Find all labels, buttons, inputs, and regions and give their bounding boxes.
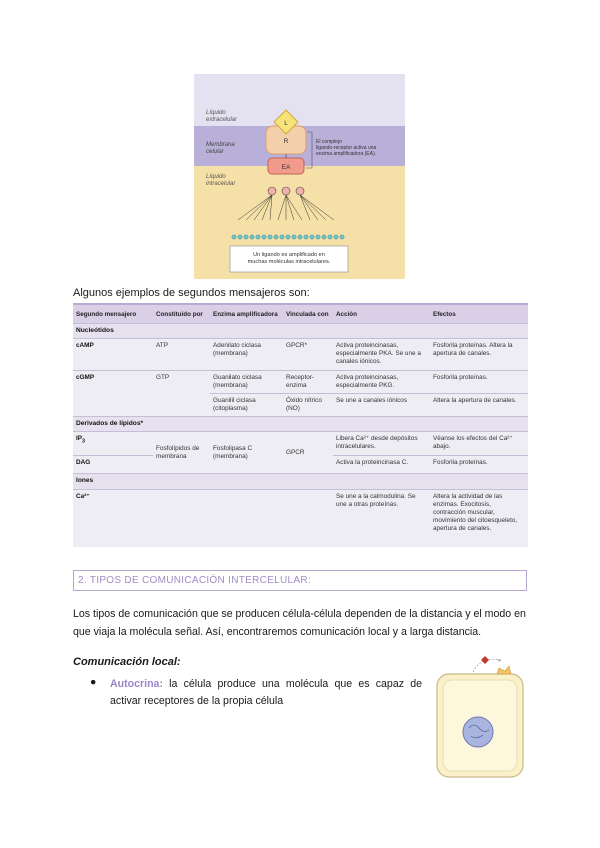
- signal-molecule-icon: [481, 656, 489, 664]
- callout-text: El complejo ligando-receptor activa una enzima amplificadora (EA).: [316, 139, 377, 157]
- cell-dag-name: DAG: [73, 456, 153, 474]
- cell-cgmp-action2: Se une a canales iónicos: [333, 394, 430, 417]
- ip3-label: IP: [76, 435, 83, 443]
- cell-camp-enzyme: Adenilato ciclasa (membrana): [210, 339, 283, 371]
- section-lipidos: Derivados de lípidos*: [73, 417, 528, 432]
- cell-ca-action: Se une a la calmodulina. Se une a otras proteínas.: [333, 489, 430, 547]
- section-row: [73, 417, 528, 432]
- cell-camp-action: Activa proteincinasas, especialmente PKA. Se une a canales iónicos.: [333, 339, 430, 371]
- col-header: Segundo mensajero: [73, 305, 153, 324]
- section-row: [73, 474, 528, 489]
- table-row: [73, 371, 528, 394]
- section-heading: 2. TIPOS DE COMUNICACIÓN INTERCELULAR:: [78, 575, 311, 586]
- bullet-text: la célula produce una molécula que es capaz de activar receptores de la propia célula: [110, 678, 422, 707]
- cell-lipid-source: Fosfolípidos de membrana: [153, 432, 210, 474]
- cell-camp-source: ATP: [153, 339, 210, 371]
- col-header: Acción: [333, 305, 430, 324]
- section-nucleotidos: Nucleótidos: [73, 324, 528, 339]
- cell-lipid-enzyme: Fosfolipasa C (membrana): [210, 432, 283, 474]
- autocrine-cell-illustration: [433, 654, 528, 779]
- intro-text: Algunos ejemplos de segundos mensajeros son:: [73, 287, 310, 299]
- cell-cgmp-enzyme2: Guanilil ciclasa (citoplasma): [210, 394, 283, 417]
- cell-cgmp-enzyme1: Guanilato ciclasa (membrana): [210, 371, 283, 394]
- receptor-icon: [497, 666, 511, 674]
- section-iones: Iones: [73, 474, 528, 489]
- cell-lipid-linked: GPCR: [283, 432, 333, 474]
- receptor-label: R: [283, 138, 289, 145]
- cell-dag-action: Activa la proteincinasa C.: [333, 456, 430, 474]
- second-messengers-table: [73, 303, 528, 547]
- ligand-label: L: [284, 120, 288, 127]
- enzyme-label: EA: [281, 164, 291, 171]
- cell-cgmp-effects1: Fosforila proteínas.: [430, 371, 528, 394]
- cell-cgmp-name: cGMP: [73, 371, 153, 417]
- cell-dag-effects: Fosforila proteínas.: [430, 456, 528, 474]
- cell-camp-name: cAMP: [73, 339, 153, 371]
- col-header: Efectos: [430, 305, 528, 324]
- cell-ip3-name: [73, 432, 153, 456]
- col-header: Constituido por: [153, 305, 210, 324]
- body-paragraph: Los tipos de comunicación que se producen célula-célula dependen de la distancia y el modo en que viaja la molécula señal. Así, encontraremos comunicación local y a larga distancia.: [73, 608, 526, 638]
- bullet-item: [110, 676, 422, 710]
- cell-empty: [283, 489, 333, 547]
- cell-cgmp-effects2: Altera la apertura de canales.: [430, 394, 528, 417]
- label-extracellular: Líquido extracelular: [206, 110, 238, 123]
- bullet-marker: ●: [90, 676, 97, 688]
- cell-empty: [153, 489, 210, 547]
- cell-camp-effects: Fosforila proteínas. Altera la apertura de canales.: [430, 339, 528, 371]
- cell-ip3-action: Libera Ca²⁺ desde depósitos intracelulares.: [333, 432, 430, 456]
- col-header: Vinculada con: [283, 305, 333, 324]
- col-header: Enzima amplificadora: [210, 305, 283, 324]
- figure-caption: Un ligando es amplificado en muchas moléculas intracelulares.: [247, 252, 331, 265]
- ip3-subscript: 3: [82, 438, 86, 445]
- cell-ca-name: Ca²⁺: [73, 489, 153, 547]
- table-row: [73, 432, 528, 456]
- table-header-row: [73, 305, 528, 324]
- subheading: Comunicación local:: [73, 656, 181, 668]
- cell-ip3-effects: Véanse los efectos del Ca²⁺ abajo.: [430, 432, 528, 456]
- section-heading-box: [73, 570, 527, 591]
- label-intracellular: Líquido intracelular: [206, 174, 236, 187]
- bullet-term: Autocrina:: [110, 678, 163, 690]
- table-row: [73, 339, 528, 371]
- cell-cgmp-action1: Activa proteincinasas, especialmente PKG.: [333, 371, 430, 394]
- signal-amplification-figure: [194, 74, 405, 279]
- cell-camp-linked: GPCR*: [283, 339, 333, 371]
- cell-empty: [210, 489, 283, 547]
- cell-cgmp-source: GTP: [153, 371, 210, 417]
- table-row: [73, 489, 528, 547]
- section-row: [73, 324, 528, 339]
- cell-cgmp-linked1: Receptor-enzima: [283, 371, 333, 394]
- cell-ca-effects: Altera la actividad de las enzimas. Exocitosis, contracción muscular, movimiento del citoesqueleto, apertura de canales.: [430, 489, 528, 547]
- cell-cgmp-linked2: Óxido nítrico (NO): [283, 394, 333, 417]
- label-membrane: Membrana celular: [206, 142, 235, 155]
